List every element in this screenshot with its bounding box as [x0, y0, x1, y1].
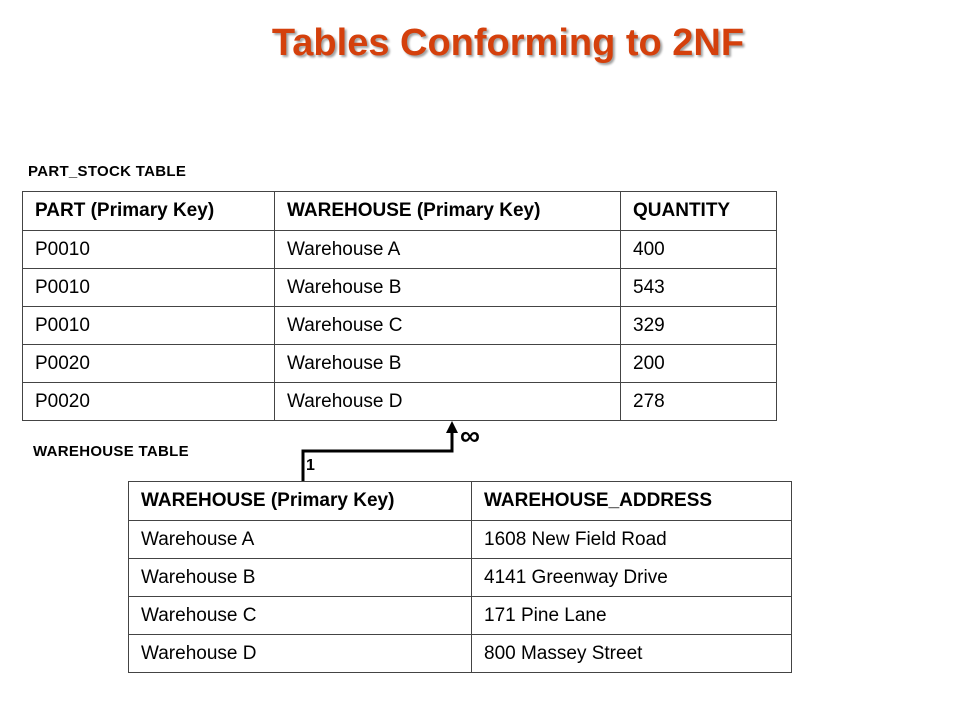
table-cell: Warehouse C: [129, 597, 472, 635]
column-header: WAREHOUSE_ADDRESS: [472, 482, 792, 521]
table-cell: Warehouse A: [129, 521, 472, 559]
table-cell: 400: [621, 231, 777, 269]
table-row: [129, 597, 792, 635]
table-cell: P0010: [23, 307, 275, 345]
table-cell: 329: [621, 307, 777, 345]
table-row: [129, 635, 792, 673]
table-cell: P0020: [23, 383, 275, 421]
table-row: [129, 521, 792, 559]
slide-title: Tables Conforming to 2NF: [271, 22, 745, 64]
table-header-row: [129, 482, 792, 521]
table-cell: P0010: [23, 269, 275, 307]
part-stock-caption: PART_STOCK TABLE: [28, 163, 187, 180]
table-cell: Warehouse B: [275, 345, 621, 383]
table-row: [129, 559, 792, 597]
table-cell: 278: [621, 383, 777, 421]
column-header: WAREHOUSE (Primary Key): [129, 482, 472, 521]
one-cardinality-label: 1: [306, 457, 315, 474]
table-cell: 543: [621, 269, 777, 307]
table-cell: 800 Massey Street: [472, 635, 792, 673]
table-cell: Warehouse C: [275, 307, 621, 345]
table-cell: 200: [621, 345, 777, 383]
table-cell: 4141 Greenway Drive: [472, 559, 792, 597]
table-cell: Warehouse B: [129, 559, 472, 597]
table-cell: 1608 New Field Road: [472, 521, 792, 559]
column-header: WAREHOUSE (Primary Key): [275, 192, 621, 231]
table-cell: Warehouse D: [275, 383, 621, 421]
table-cell: P0020: [23, 345, 275, 383]
table-cell: Warehouse D: [129, 635, 472, 673]
column-header: QUANTITY: [621, 192, 777, 231]
relationship-arrowhead: [446, 421, 458, 433]
warehouse-caption: WAREHOUSE TABLE: [33, 443, 189, 460]
many-cardinality-label: ∞: [460, 420, 480, 451]
table-cell: Warehouse A: [275, 231, 621, 269]
table-cell: Warehouse B: [275, 269, 621, 307]
warehouse-table: [128, 481, 792, 673]
relationship-line: [303, 430, 452, 481]
table-cell: 171 Pine Lane: [472, 597, 792, 635]
table-cell: P0010: [23, 231, 275, 269]
column-header: PART (Primary Key): [23, 192, 275, 231]
